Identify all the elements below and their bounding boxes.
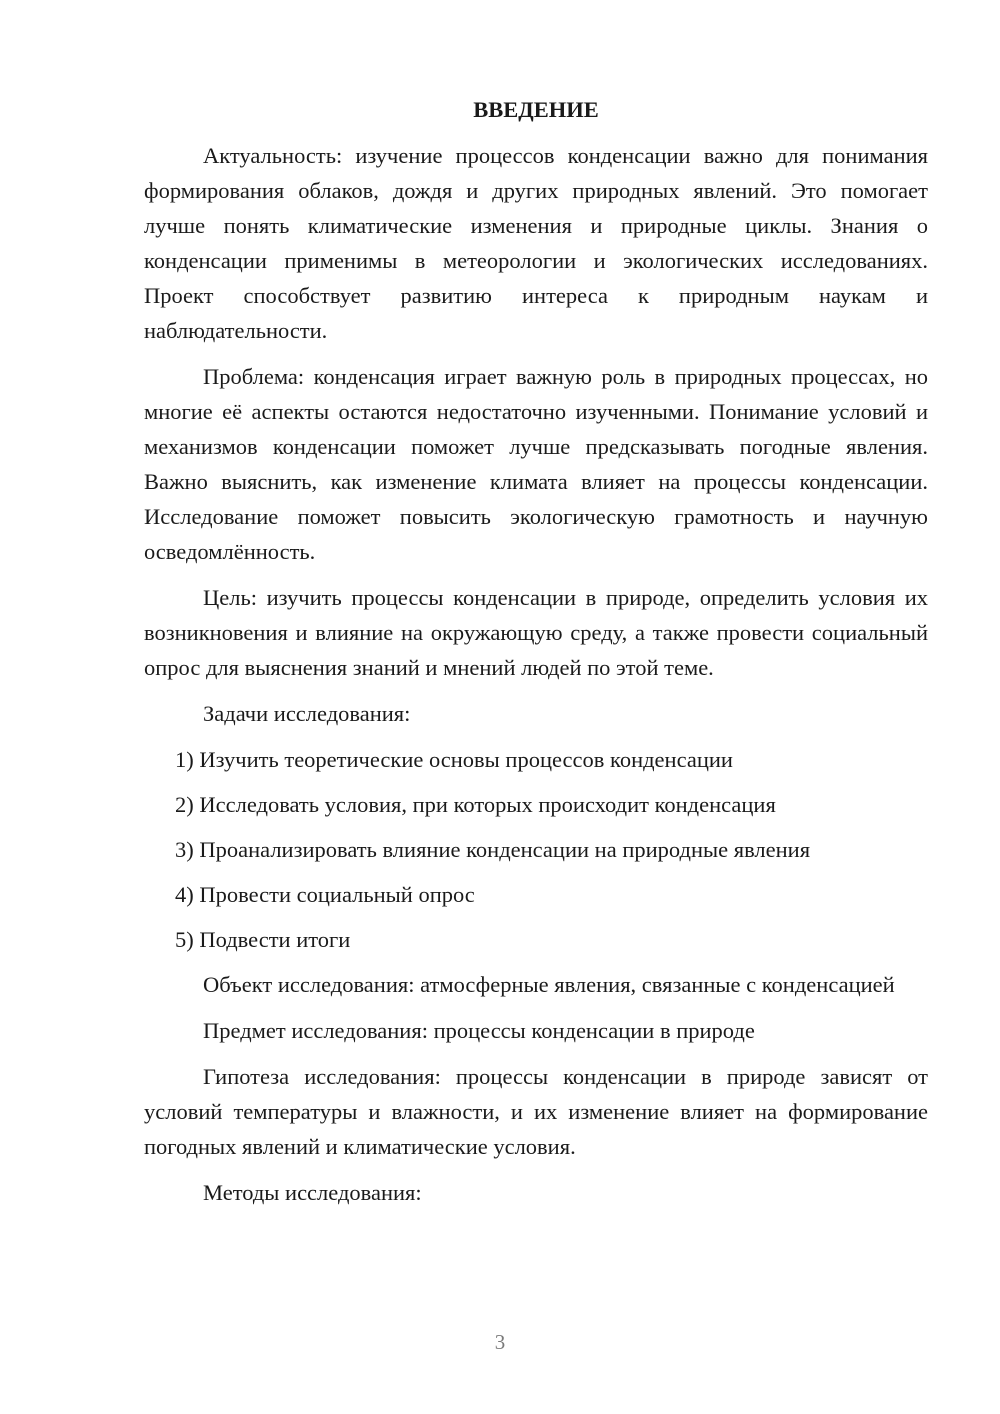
relevance-paragraph: Актуальность: изучение процессов конденсации важно для понимания формирования облаков, дождя и других природных явлений. Это помогает лучше понять климатические изменения и природные циклы. Знания о конденсации применимы в метеорологии и экологических исследованиях. Проект способствует развитию интереса к природным наукам и наблюдательности.: [144, 143, 928, 343]
hypothesis-paragraph: Гипотеза исследования: процессы конденсации в природе зависят от условий температуры и влажности, и их изменение влияет на формирование погодных явлений и климатические условия.: [144, 1064, 928, 1159]
tasks-heading: Задачи исследования:: [203, 701, 411, 726]
tasks-list: [144, 742, 928, 957]
problem-paragraph: Проблема: конденсация играет важную роль в природных процессах, но многие её аспекты остаются недостаточно изученными. Понимание условий и механизмов конденсации поможет лучше предсказывать погодные явления. Важно выяснить, как изменение климата влияет на процессы конденсации. Исследование поможет повысить экологическую грамотность и научную осведомлённость.: [144, 364, 928, 564]
page-title: ВВЕДЕНИЕ: [473, 97, 599, 122]
list-item: 4) Провести социальный опрос: [175, 882, 475, 907]
methods-heading: Методы исследования:: [203, 1180, 422, 1205]
subject-paragraph: Предмет исследования: процессы конденсации в природе: [203, 1018, 755, 1043]
list-item: 3) Проанализировать влияние конденсации на природные явления: [175, 837, 811, 862]
list-item: 5) Подвести итоги: [175, 927, 351, 952]
list-item: 2) Исследовать условия, при которых происходит конденсация: [175, 792, 776, 817]
goal-paragraph: Цель: изучить процессы конденсации в природе, определить условия их возникновения и влияние на окружающую среду, а также провести социальный опрос для выяснения знаний и мнений людей по этой теме.: [144, 585, 928, 680]
document-page: [144, 92, 928, 1221]
list-item: 1) Изучить теоретические основы процессов конденсации: [175, 747, 733, 772]
object-paragraph: Объект исследования: атмосферные явления, связанные с конденсацией: [203, 972, 895, 997]
page-number: 3: [494, 1330, 506, 1354]
